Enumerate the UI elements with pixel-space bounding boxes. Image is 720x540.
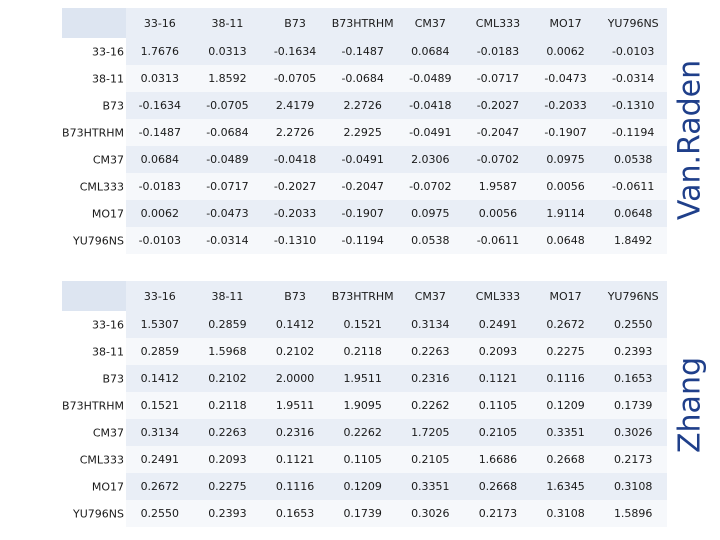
row-label-cell <box>62 200 126 227</box>
row-label: CML333 <box>79 180 124 193</box>
row-label-cell <box>62 146 126 173</box>
matrix-cell: -0.1634 <box>261 38 329 65</box>
matrix-cell: -0.2027 <box>261 173 329 200</box>
matrix-cell: 1.9095 <box>329 392 397 419</box>
matrix-cell: -0.1194 <box>599 119 667 146</box>
matrix-cell: -0.0611 <box>464 227 532 254</box>
matrix-cell: 0.0648 <box>599 200 667 227</box>
matrix-cell: 0.0538 <box>397 227 465 254</box>
matrix-cell: -0.0418 <box>397 92 465 119</box>
matrix-cell: 1.9511 <box>329 365 397 392</box>
matrix-cell: 0.0313 <box>194 38 262 65</box>
matrix-cell: 0.1739 <box>599 392 667 419</box>
matrix-cell: 0.0975 <box>532 146 600 173</box>
table-row <box>62 92 667 119</box>
row-label-cell <box>62 419 126 446</box>
matrix-cell: 1.8592 <box>194 65 262 92</box>
matrix-cell: 2.0306 <box>397 146 465 173</box>
matrix-cell: 0.2102 <box>194 365 262 392</box>
matrix-cell: 0.1105 <box>329 446 397 473</box>
row-label-cell <box>62 500 126 527</box>
zhang-vertical-label <box>660 356 720 454</box>
matrix-cell: -0.0705 <box>261 65 329 92</box>
matrix-cell: 0.2263 <box>194 419 262 446</box>
matrix-cell: -0.1310 <box>599 92 667 119</box>
matrix-cell: -0.1487 <box>126 119 194 146</box>
matrix-cell: 0.1412 <box>126 365 194 392</box>
table-header <box>62 8 667 38</box>
matrix-cell: 2.2726 <box>329 92 397 119</box>
matrix-cell: 0.1116 <box>261 473 329 500</box>
row-label-cell <box>62 119 126 146</box>
matrix-cell: 0.1521 <box>329 311 397 338</box>
table-row <box>62 146 667 173</box>
matrix-cell: 2.4179 <box>261 92 329 119</box>
matrix-cell: -0.0489 <box>194 146 262 173</box>
header-corner-cell <box>62 281 126 311</box>
matrix-cell: -0.0684 <box>329 65 397 92</box>
matrix-cell: -0.0717 <box>464 65 532 92</box>
row-label-cell <box>62 227 126 254</box>
matrix-cell: -0.0705 <box>194 92 262 119</box>
matrix-cell: 1.5968 <box>194 338 262 365</box>
matrix-cell: 2.2726 <box>261 119 329 146</box>
row-label: CM37 <box>92 426 124 439</box>
matrix-cell: -0.2027 <box>464 92 532 119</box>
column-header: B73 <box>261 281 329 311</box>
row-label-cell <box>62 65 126 92</box>
matrix-cell: -0.0314 <box>194 227 262 254</box>
matrix-cell: 0.3108 <box>599 473 667 500</box>
row-label: B73HTRHM <box>62 126 124 139</box>
header-row <box>62 8 667 38</box>
matrix-cell: 0.2093 <box>464 338 532 365</box>
column-header: YU796NS <box>599 8 667 38</box>
column-header: CML333 <box>464 8 532 38</box>
matrix-cell: 0.3026 <box>397 500 465 527</box>
matrix-cell: -0.0183 <box>464 38 532 65</box>
matrix-cell: 0.2105 <box>397 446 465 473</box>
matrix-cell: 0.2668 <box>464 473 532 500</box>
matrix-cell: 0.2105 <box>464 419 532 446</box>
table-row <box>62 446 667 473</box>
matrix-cell: 0.2275 <box>194 473 262 500</box>
table-row <box>62 500 667 527</box>
matrix-cell: 0.2491 <box>464 311 532 338</box>
column-header: B73HTRHM <box>329 281 397 311</box>
matrix-cell: 1.6345 <box>532 473 600 500</box>
table-row <box>62 38 667 65</box>
matrix-cell: 0.1653 <box>599 365 667 392</box>
row-label: 33-16 <box>92 45 124 58</box>
matrix-cell: 0.2316 <box>397 365 465 392</box>
matrix-cell: 0.1121 <box>464 365 532 392</box>
matrix-cell: 0.2668 <box>532 446 600 473</box>
table-header <box>62 281 667 311</box>
matrix-cell: 0.2672 <box>126 473 194 500</box>
header-row <box>62 281 667 311</box>
table-row <box>62 338 667 365</box>
matrix-cell: 0.0062 <box>126 200 194 227</box>
row-label-cell <box>62 392 126 419</box>
matrix-cell: 0.0684 <box>126 146 194 173</box>
table-row <box>62 173 667 200</box>
matrix-cell: 0.2262 <box>397 392 465 419</box>
table-row <box>62 392 667 419</box>
column-header: B73HTRHM <box>329 8 397 38</box>
table-row <box>62 227 667 254</box>
matrix-cell: 0.3134 <box>397 311 465 338</box>
matrix-cell: 0.3134 <box>126 419 194 446</box>
row-label-cell <box>62 311 126 338</box>
row-label: CM37 <box>92 153 124 166</box>
zhang-matrix-table <box>62 281 667 527</box>
matrix-cell: 0.1209 <box>329 473 397 500</box>
matrix-cell: 0.2550 <box>599 311 667 338</box>
row-label-cell <box>62 92 126 119</box>
matrix-cell: 0.1116 <box>532 365 600 392</box>
matrix-cell: 1.9114 <box>532 200 600 227</box>
matrix-cell: 0.1121 <box>261 446 329 473</box>
column-header: 33-16 <box>126 8 194 38</box>
matrix-cell: 0.2672 <box>532 311 600 338</box>
matrix-cell: 0.2118 <box>329 338 397 365</box>
matrix-cell: 0.3351 <box>532 419 600 446</box>
matrix-cell: 1.5896 <box>599 500 667 527</box>
vanraden-vertical-label <box>660 59 720 221</box>
matrix-cell: 1.6686 <box>464 446 532 473</box>
row-label: 38-11 <box>92 72 124 85</box>
row-label-cell <box>62 38 126 65</box>
matrix-cell: 1.9587 <box>464 173 532 200</box>
matrix-cell: -0.1907 <box>329 200 397 227</box>
matrix-cell: -0.0702 <box>397 173 465 200</box>
matrix-cell: 0.2859 <box>194 311 262 338</box>
matrix-cell: 1.7205 <box>397 419 465 446</box>
matrix-cell: -0.1310 <box>261 227 329 254</box>
matrix-cell: 0.2173 <box>599 446 667 473</box>
table-row <box>62 119 667 146</box>
matrix-cell: -0.0103 <box>599 38 667 65</box>
matrix-cell: -0.0183 <box>126 173 194 200</box>
matrix-cell: -0.0489 <box>397 65 465 92</box>
matrix-cell: -0.0473 <box>532 65 600 92</box>
matrix-cell: 1.9511 <box>261 392 329 419</box>
matrix-cell: -0.1907 <box>532 119 600 146</box>
column-header: 38-11 <box>194 281 262 311</box>
matrix-cell: 0.1209 <box>532 392 600 419</box>
row-label-cell <box>62 173 126 200</box>
matrix-cell: 0.3351 <box>397 473 465 500</box>
matrix-cell: 0.0684 <box>397 38 465 65</box>
matrix-cell: -0.2033 <box>532 92 600 119</box>
matrix-cell: 0.2550 <box>126 500 194 527</box>
row-label-cell <box>62 365 126 392</box>
table-row <box>62 311 667 338</box>
column-header: YU796NS <box>599 281 667 311</box>
matrix-cell: -0.1194 <box>329 227 397 254</box>
matrix-cell: 0.0538 <box>599 146 667 173</box>
column-header: B73 <box>261 8 329 38</box>
matrix-cell: -0.0103 <box>126 227 194 254</box>
matrix-cell: 0.2093 <box>194 446 262 473</box>
column-header: MO17 <box>532 281 600 311</box>
matrix-cell: 1.5307 <box>126 311 194 338</box>
matrix-cell: 0.1653 <box>261 500 329 527</box>
matrix-cell: -0.0491 <box>397 119 465 146</box>
column-header: CML333 <box>464 281 532 311</box>
table-row <box>62 365 667 392</box>
column-header: CM37 <box>397 281 465 311</box>
matrix-cell: 0.2173 <box>464 500 532 527</box>
table-row <box>62 200 667 227</box>
matrix-cell: 0.0062 <box>532 38 600 65</box>
zhang-label-text: Zhang <box>672 356 708 454</box>
vanraden-matrix-table <box>62 8 667 254</box>
row-label: B73 <box>102 99 124 112</box>
row-label: YU796NS <box>73 507 124 520</box>
table-body <box>62 311 667 527</box>
matrix-cell: 0.2491 <box>126 446 194 473</box>
matrix-cell: 0.2118 <box>194 392 262 419</box>
column-header: MO17 <box>532 8 600 38</box>
matrix-cell: 0.2262 <box>329 419 397 446</box>
matrix-cell: -0.0717 <box>194 173 262 200</box>
matrix-cell: -0.0611 <box>599 173 667 200</box>
matrix-cell: -0.2047 <box>464 119 532 146</box>
row-label: B73HTRHM <box>62 399 124 412</box>
matrix-cell: -0.0314 <box>599 65 667 92</box>
row-label-cell <box>62 473 126 500</box>
row-label-cell <box>62 338 126 365</box>
matrix-cell: 1.7676 <box>126 38 194 65</box>
row-label: 38-11 <box>92 345 124 358</box>
matrix-cell: -0.0418 <box>261 146 329 173</box>
matrix-cell: 0.0056 <box>532 173 600 200</box>
matrix-cell: 0.3108 <box>532 500 600 527</box>
matrix-cell: 0.0975 <box>397 200 465 227</box>
row-label: 33-16 <box>92 318 124 331</box>
matrix-cell: 0.1105 <box>464 392 532 419</box>
matrix-cell: 0.2393 <box>194 500 262 527</box>
matrix-cell: -0.0473 <box>194 200 262 227</box>
matrix-cell: -0.2047 <box>329 173 397 200</box>
matrix-cell: -0.1487 <box>329 38 397 65</box>
matrix-cell: 2.0000 <box>261 365 329 392</box>
table-row <box>62 473 667 500</box>
matrix-cell: -0.2033 <box>261 200 329 227</box>
column-header: 33-16 <box>126 281 194 311</box>
row-label: B73 <box>102 372 124 385</box>
row-label: MO17 <box>91 480 124 493</box>
table-row <box>62 65 667 92</box>
row-label: CML333 <box>79 453 124 466</box>
matrix-cell: 0.1521 <box>126 392 194 419</box>
column-header: CM37 <box>397 8 465 38</box>
matrix-cell: 2.2925 <box>329 119 397 146</box>
matrix-cell: 0.2393 <box>599 338 667 365</box>
row-label-cell <box>62 446 126 473</box>
matrix-cell: 0.2316 <box>261 419 329 446</box>
table-body <box>62 38 667 254</box>
matrix-cell: -0.0702 <box>464 146 532 173</box>
matrix-cell: 0.2263 <box>397 338 465 365</box>
row-label: MO17 <box>91 207 124 220</box>
matrix-cell: 0.1412 <box>261 311 329 338</box>
matrix-cell: 0.1739 <box>329 500 397 527</box>
matrix-cell: -0.0491 <box>329 146 397 173</box>
matrix-cell: 0.2102 <box>261 338 329 365</box>
matrix-cell: 0.3026 <box>599 419 667 446</box>
column-header: 38-11 <box>194 8 262 38</box>
matrix-cell: -0.0684 <box>194 119 262 146</box>
matrix-cell: 1.8492 <box>599 227 667 254</box>
matrix-cell: 0.2275 <box>532 338 600 365</box>
header-corner-cell <box>62 8 126 38</box>
matrix-cell: 0.0056 <box>464 200 532 227</box>
row-label: YU796NS <box>73 234 124 247</box>
matrix-cell: 0.0313 <box>126 65 194 92</box>
matrix-cell: -0.1634 <box>126 92 194 119</box>
table-row <box>62 419 667 446</box>
vanraden-label-text: Van.Raden <box>672 59 708 221</box>
matrix-cell: 0.0648 <box>532 227 600 254</box>
matrix-cell: 0.2859 <box>126 338 194 365</box>
